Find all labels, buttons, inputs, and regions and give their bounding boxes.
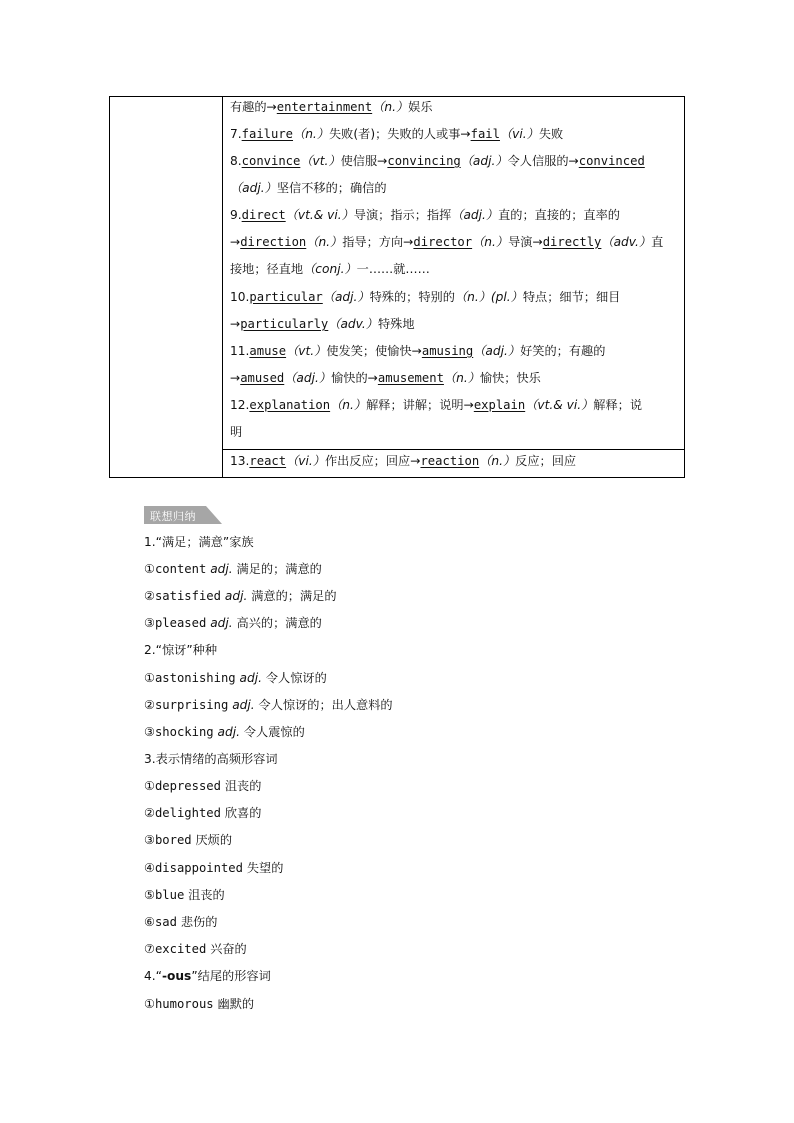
group-title — [144, 968, 271, 984]
item-mark: ④ — [144, 861, 155, 875]
meaning: 愉快的→ — [331, 371, 378, 385]
list-word: content — [154, 562, 207, 576]
item-number: 7. — [230, 127, 242, 141]
list-meaning: 令人震惊的 — [243, 725, 305, 739]
meaning: 失败 — [538, 127, 564, 141]
meaning: 反应；回应 — [515, 454, 577, 468]
list-word: sad — [154, 915, 177, 929]
list-item — [144, 805, 261, 821]
part-of-speech: （n.）(pl.） — [454, 290, 523, 304]
list-pos: adj. — [224, 589, 248, 603]
item-number: 11. — [230, 344, 250, 358]
list-meaning: 满足的；满意的 — [236, 562, 322, 576]
meaning: 特点；细节；细目 — [522, 290, 621, 304]
vocab-word: failure — [241, 127, 294, 141]
meaning: 解释；讲解；说明→ — [366, 398, 474, 412]
table-row — [230, 397, 642, 413]
list-meaning: 令人惊讶的 — [265, 671, 327, 685]
meaning: 解释；说 — [593, 398, 643, 412]
item-mark: ⑤ — [144, 888, 155, 902]
list-item — [144, 561, 322, 577]
group-title-text: 3.表示情绪的高频形容词 — [144, 752, 278, 766]
item-mark: ① — [144, 671, 155, 685]
table-row — [230, 289, 620, 305]
list-meaning: 沮丧的 — [224, 779, 262, 793]
vocab-word: amusement — [377, 371, 444, 385]
vocab-word: convince — [241, 154, 301, 168]
list-item — [144, 914, 217, 930]
vocab-word: direction — [240, 235, 307, 249]
part-of-speech: （adv.） — [601, 235, 652, 249]
list-item — [144, 887, 225, 903]
item-number: 13. — [230, 454, 250, 468]
list-item — [144, 588, 337, 604]
table-row — [230, 126, 563, 142]
part-of-speech: （adj.） — [473, 344, 521, 358]
vocab-word: explanation — [249, 398, 331, 412]
group-title-text: ”结尾的形容词 — [191, 969, 271, 983]
item-mark: ① — [144, 779, 155, 793]
list-meaning: 欣喜的 — [224, 806, 262, 820]
list-word: depressed — [154, 779, 221, 793]
table-row — [230, 343, 605, 359]
part-of-speech: （n.） — [472, 235, 509, 249]
part-of-speech: （adj.） — [284, 371, 332, 385]
list-word: pleased — [154, 616, 207, 630]
meaning: 坚信不移的；确信的 — [276, 181, 387, 195]
list-pos: adj. — [210, 616, 233, 630]
list-pos: adj. — [210, 562, 233, 576]
vocab-word: particular — [249, 290, 323, 304]
list-item — [144, 670, 327, 686]
meaning: 使信服→ — [340, 154, 388, 168]
list-word: blue — [154, 888, 185, 902]
item-mark: ② — [144, 589, 155, 603]
list-meaning: 兴奋的 — [210, 942, 247, 956]
meaning: 直的；直接的；直率的 — [498, 208, 620, 222]
item-mark: ③ — [144, 616, 155, 630]
list-meaning: 高兴的；满意的 — [236, 616, 322, 630]
table-row — [230, 180, 387, 196]
meaning: 接地；径直地 — [230, 262, 304, 276]
list-pos: adj. — [232, 698, 255, 712]
group-title — [144, 534, 254, 550]
meaning: 直 — [651, 235, 664, 249]
item-mark: ⑥ — [144, 915, 155, 929]
list-word: excited — [154, 942, 207, 956]
meaning: 一……就…… — [356, 262, 430, 276]
list-meaning: 悲伤的 — [180, 915, 218, 929]
table-left-column — [110, 97, 223, 477]
part-of-speech: （n.） — [479, 454, 516, 468]
meaning: 明 — [230, 425, 243, 439]
meaning: 特殊地 — [377, 317, 415, 331]
list-word: shocking — [154, 725, 214, 739]
table-row — [230, 424, 242, 440]
group-title-suffix: -ous — [161, 969, 192, 983]
vocab-word: entertainment — [276, 100, 373, 114]
list-item — [144, 615, 322, 631]
list-meaning: 厌烦的 — [195, 833, 233, 847]
list-item — [144, 832, 232, 848]
meaning: 指导；方向→ — [342, 235, 414, 249]
list-meaning: 失望的 — [246, 861, 284, 875]
meaning: 作出反应；回应→ — [324, 454, 421, 468]
vocab-word: amused — [240, 371, 285, 385]
table-row — [230, 370, 541, 386]
group-title-text: 2.“惊讶”种种 — [144, 643, 218, 657]
list-word: delighted — [154, 806, 221, 820]
vocab-word: amusing — [421, 344, 474, 358]
list-item — [144, 941, 247, 957]
list-meaning: 令人惊讶的；出人意料的 — [258, 698, 393, 712]
meaning: 好笑的；有趣的 — [520, 344, 606, 358]
row-text: 有趣的→ — [230, 100, 277, 114]
group-title-text: 1.“满足；满意”家族 — [144, 535, 254, 549]
vocab-word: director — [413, 235, 473, 249]
item-mark: ③ — [144, 725, 155, 739]
vocab-word: amuse — [249, 344, 287, 358]
part-of-speech: （vi.） — [286, 454, 325, 468]
part-of-speech: （adj.） — [322, 290, 370, 304]
part-of-speech: （vt.& vi.） — [525, 398, 594, 412]
meaning: 使发笑；使愉快→ — [326, 344, 422, 358]
arrow: → — [230, 317, 241, 331]
list-meaning: 沮丧的 — [188, 888, 225, 902]
group-title — [144, 751, 278, 767]
table-row — [230, 261, 430, 277]
part-of-speech: （conj.） — [303, 262, 357, 276]
table-row — [230, 207, 620, 223]
table-row — [230, 234, 663, 250]
list-item — [144, 697, 393, 713]
vocab-word: particularly — [240, 317, 329, 331]
part-of-speech: （vt.） — [300, 154, 341, 168]
section-tag-label: 联想归纳 — [150, 510, 196, 523]
vocab-word: directly — [542, 235, 602, 249]
list-item — [144, 860, 283, 876]
meaning: 导演→ — [508, 235, 543, 249]
part-of-speech: （adj.） — [460, 154, 508, 168]
arrow: → — [230, 371, 241, 385]
item-mark: ② — [144, 806, 155, 820]
list-item — [144, 778, 261, 794]
list-meaning: 幽默的 — [217, 997, 255, 1011]
table-row — [230, 99, 433, 115]
section-tag — [144, 506, 222, 524]
part-of-speech: （vt.& vi.） — [285, 208, 354, 222]
part-of-speech: （vi.） — [499, 127, 539, 141]
item-number: 9. — [230, 208, 242, 222]
list-pos: adj. — [239, 671, 262, 685]
list-word: bored — [154, 833, 192, 847]
item-mark: ③ — [144, 833, 155, 847]
vocab-word: reaction — [420, 454, 480, 468]
part-of-speech: （adv.） — [328, 317, 378, 331]
vocab-word: react — [249, 454, 287, 468]
list-word: humorous — [154, 997, 214, 1011]
part-of-speech: （n.） — [330, 398, 367, 412]
group-title — [144, 642, 217, 658]
meaning: 令人信服的→ — [507, 154, 579, 168]
part-of-speech: （n.） — [443, 371, 480, 385]
list-meaning: 满意的；满足的 — [251, 589, 337, 603]
meaning: 娱乐 — [408, 100, 433, 114]
item-number: 8. — [230, 154, 242, 168]
vocab-word: convincing — [387, 154, 461, 168]
part-of-speech: （adj.） — [230, 181, 277, 195]
table-row — [230, 453, 576, 469]
meaning: 导演；指示；指挥 — [353, 208, 452, 222]
part-of-speech: （adj.） — [451, 208, 499, 222]
item-mark: ① — [144, 997, 155, 1011]
part-of-speech: （vt.） — [286, 344, 327, 358]
arrow: → — [230, 235, 241, 249]
table-row — [230, 316, 415, 332]
list-item — [144, 724, 305, 740]
list-word: surprising — [154, 698, 229, 712]
vocab-word: fail — [470, 127, 500, 141]
list-word: disappointed — [154, 861, 243, 875]
item-mark: ② — [144, 698, 155, 712]
part-of-speech: （n.） — [372, 100, 409, 114]
vocab-table — [109, 96, 685, 478]
vocab-word: explain — [473, 398, 526, 412]
list-item — [144, 996, 254, 1012]
meaning: 愉快；快乐 — [479, 371, 541, 385]
vocab-word: direct — [241, 208, 286, 222]
meaning: 失败(者)；失败的人或事→ — [329, 127, 471, 141]
part-of-speech: （n.） — [293, 127, 329, 141]
list-word: astonishing — [154, 671, 236, 685]
list-pos: adj. — [217, 725, 240, 739]
table-row-divider — [222, 449, 684, 450]
meaning: 特殊的；特别的 — [369, 290, 455, 304]
group-title-text: 4.“ — [144, 969, 162, 983]
item-mark: ① — [144, 562, 155, 576]
table-row — [230, 153, 645, 169]
item-number: 10. — [230, 290, 250, 304]
item-mark: ⑦ — [144, 942, 155, 956]
list-word: satisfied — [154, 589, 221, 603]
vocab-word: convinced — [578, 154, 645, 168]
part-of-speech: （n.） — [306, 235, 343, 249]
item-number: 12. — [230, 398, 250, 412]
